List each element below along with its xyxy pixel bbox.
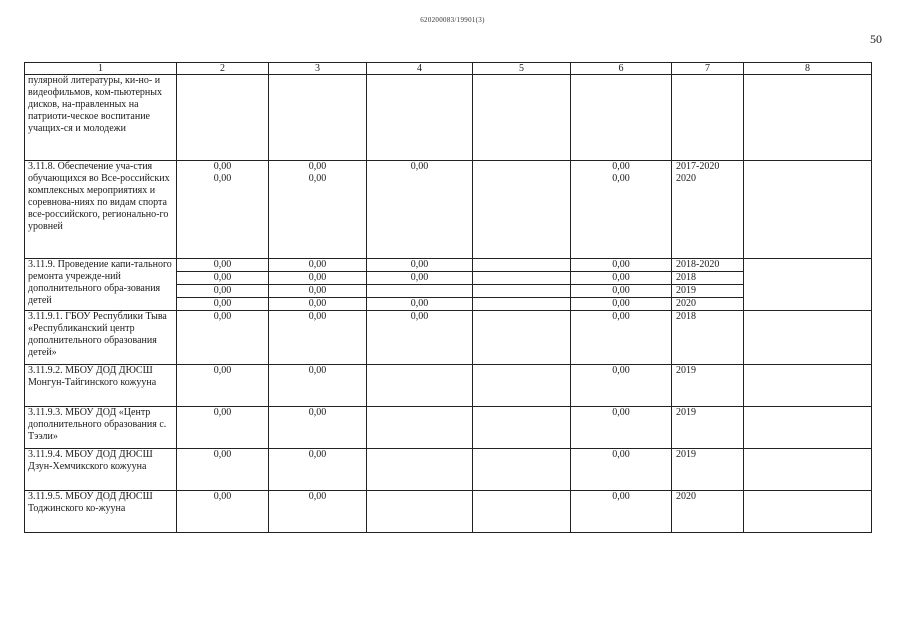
value-cell: 0,00: [177, 491, 269, 533]
table-cell: [744, 449, 872, 491]
value-cell: 0,00: [571, 259, 672, 272]
table-row: [25, 161, 872, 259]
value-cell: 0,00: [177, 407, 269, 449]
table-cell: [367, 75, 473, 161]
row-description: 3.11.9. Проведение капи-тального ремонта учрежде-ний дополнительного обра-зования детей: [25, 259, 177, 311]
table-cell: [473, 75, 571, 161]
table-cell: [473, 298, 571, 311]
table-cell: [744, 365, 872, 407]
value-cell: 0,00 0,00: [571, 161, 672, 259]
value-cell: 0,00: [571, 298, 672, 311]
table-row: [25, 259, 872, 272]
value-cell: 0,00: [177, 272, 269, 285]
table-cell: [473, 407, 571, 449]
table-cell: [177, 75, 269, 161]
value-cell: 0,00 0,00: [177, 161, 269, 259]
value-cell: [367, 285, 473, 298]
table-cell: [473, 449, 571, 491]
row-description: 3.11.9.3. МБОУ ДОД «Центр дополнительного образования с. Тээли»: [25, 407, 177, 449]
value-cell: 0,00: [269, 311, 367, 365]
column-header: 4: [367, 63, 473, 75]
table-cell: [473, 259, 571, 272]
value-cell: 0,00: [177, 449, 269, 491]
year-cell: 2019: [672, 407, 744, 449]
table-cell: [473, 285, 571, 298]
value-cell: 0,00: [571, 491, 672, 533]
year-cell: 2018-2020: [672, 259, 744, 272]
table-cell: [744, 259, 872, 311]
table-row: [25, 75, 872, 161]
year-cell: 2020: [672, 298, 744, 311]
row-description: 3.11.9.2. МБОУ ДОД ДЮСШ Монгун-Тайгинского кожууна: [25, 365, 177, 407]
value-cell: 0,00: [367, 298, 473, 311]
value-cell: 0,00: [571, 365, 672, 407]
value-cell: 0,00 0,00: [269, 161, 367, 259]
table-cell: [367, 365, 473, 407]
value-cell: 0,00: [367, 161, 473, 259]
value-cell: 0,00: [177, 311, 269, 365]
value-cell: 0,00: [177, 259, 269, 272]
value-cell: 0,00: [571, 311, 672, 365]
table-cell: [269, 75, 367, 161]
table-row: [25, 365, 872, 407]
column-header: 3: [269, 63, 367, 75]
value-cell: 0,00: [177, 365, 269, 407]
value-cell: 0,00: [177, 285, 269, 298]
row-description: 3.11.8. Обеспечение уча-стия обучающихся во Все-российских комплексных мероприятиях и соревнова-ниях по видам спорта все-российского, регионально-го уровней: [25, 161, 177, 259]
column-header: 7: [672, 63, 744, 75]
value-cell: 0,00: [269, 259, 367, 272]
year-cell: 2019: [672, 365, 744, 407]
value-cell: 0,00: [269, 365, 367, 407]
table-cell: [744, 161, 872, 259]
table-row: [25, 449, 872, 491]
value-cell: 0,00: [367, 272, 473, 285]
value-cell: 0,00: [571, 407, 672, 449]
value-cell: 0,00: [571, 449, 672, 491]
value-cell: 0,00: [571, 272, 672, 285]
value-cell: 0,00: [269, 285, 367, 298]
value-cell: 0,00: [269, 491, 367, 533]
row-description: 3.11.9.5. МБОУ ДОД ДЮСШ Тоджинского ко-жууна: [25, 491, 177, 533]
table-cell: [473, 161, 571, 259]
value-cell: 0,00: [269, 272, 367, 285]
value-cell: 0,00: [571, 285, 672, 298]
table-cell: [744, 311, 872, 365]
table-cell: [473, 311, 571, 365]
value-cell: 0,00: [367, 259, 473, 272]
table-cell: [744, 491, 872, 533]
table-cell: [367, 449, 473, 491]
table-cell: [672, 75, 744, 161]
table-cell: [367, 407, 473, 449]
table-cell: [744, 75, 872, 161]
table-cell: [571, 75, 672, 161]
document-id: 620200083/19901(3): [420, 16, 485, 24]
value-cell: 0,00: [269, 449, 367, 491]
value-cell: 0,00: [269, 407, 367, 449]
page-number: 50: [870, 32, 882, 46]
table-row: [25, 407, 872, 449]
column-header: 1: [25, 63, 177, 75]
table-cell: [473, 491, 571, 533]
column-header: 6: [571, 63, 672, 75]
year-cell: 2019: [672, 285, 744, 298]
column-header: 2: [177, 63, 269, 75]
row-description: пулярной литературы, ки-но- и видеофильмов, ком-пьютерных дисков, на-правленных на патриоти-ческое воспитание учащих-ся и молодежи: [25, 75, 177, 161]
value-cell: 0,00: [177, 298, 269, 311]
value-cell: 0,00: [269, 298, 367, 311]
year-cell: 2018: [672, 272, 744, 285]
table-row: [25, 311, 872, 365]
year-cell: 2017-2020 2020: [672, 161, 744, 259]
column-header: 5: [473, 63, 571, 75]
year-cell: 2019: [672, 449, 744, 491]
row-description: 3.11.9.4. МБОУ ДОД ДЮСШ Дзун-Хемчикского кожууна: [25, 449, 177, 491]
year-cell: 2020: [672, 491, 744, 533]
table-cell: [473, 272, 571, 285]
table-row: [25, 491, 872, 533]
row-description: 3.11.9.1. ГБОУ Республики Тыва «Республиканский центр дополнительного образования детей»: [25, 311, 177, 365]
column-header: 8: [744, 63, 872, 75]
table-cell: [367, 491, 473, 533]
value-cell: 0,00: [367, 311, 473, 365]
table-cell: [473, 365, 571, 407]
year-cell: 2018: [672, 311, 744, 365]
budget-table: [24, 62, 872, 533]
column-number-row: [25, 63, 872, 75]
table-cell: [744, 407, 872, 449]
